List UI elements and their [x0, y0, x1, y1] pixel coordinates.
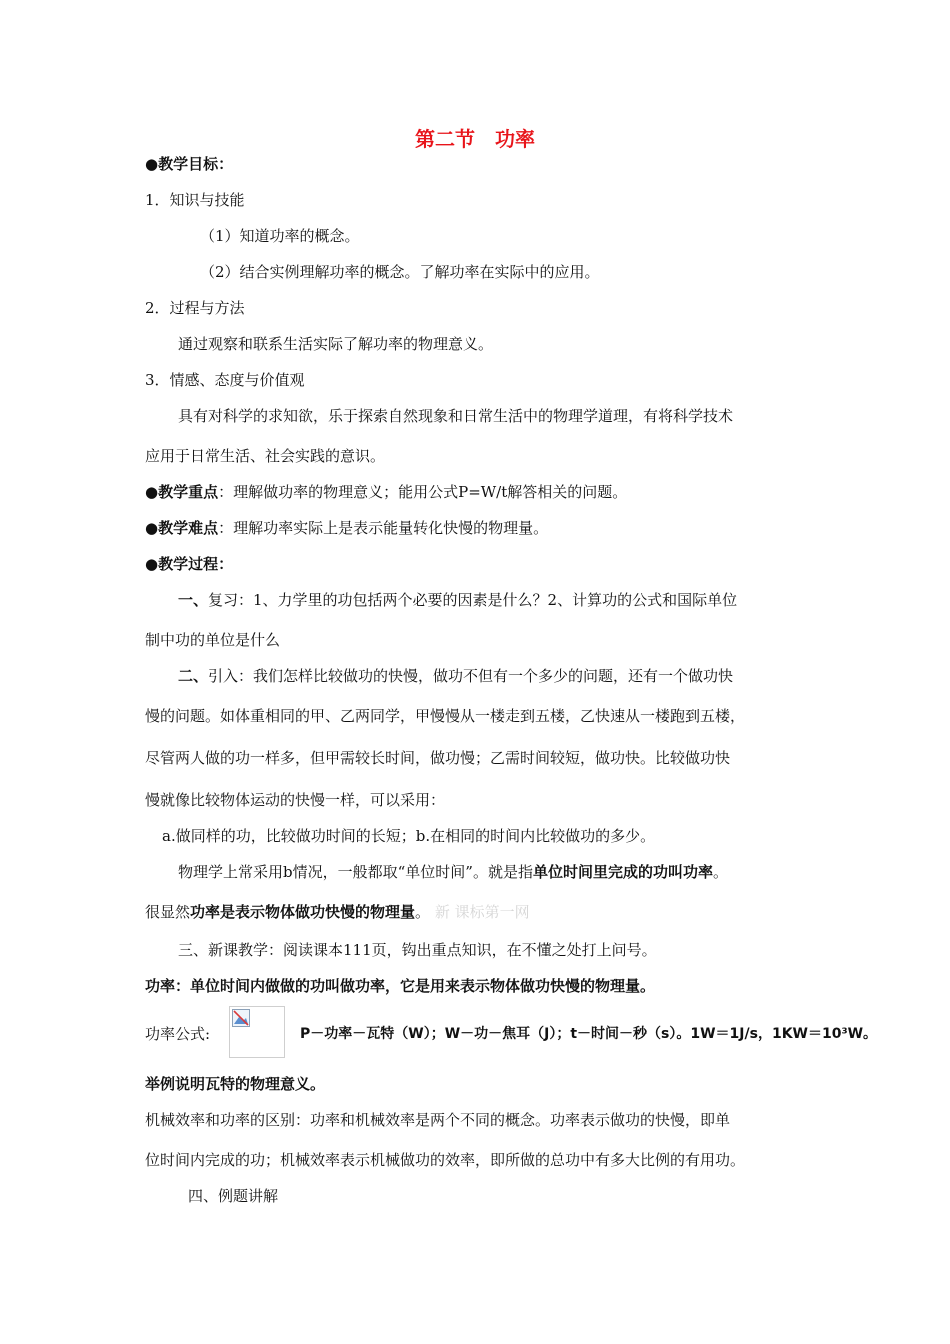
- obvious-post: 。: [415, 903, 431, 921]
- comparison-methods: a.做同样的功，比较做功时间的长短；b.在相同的时间内比较做功的多少。: [162, 827, 656, 845]
- intro-label: 二、: [178, 667, 209, 685]
- definition-line: [178, 862, 728, 882]
- focus-label: ●教学重点: [145, 483, 219, 501]
- difference-line-1: 机械效率和功率的区别：功率和机械效率是两个不同的概念。功率表示做功的快慢，即单: [145, 1111, 731, 1129]
- new-lesson-line: 三、新课教学：阅读课本111页，钩出重点知识，在不懂之处打上问号。: [178, 941, 657, 959]
- teaching-focus: [145, 482, 627, 502]
- watt-example: 举例说明瓦特的物理意义。: [145, 1075, 326, 1093]
- review-line-1: [178, 590, 737, 610]
- section-knowledge: 1．知识与技能: [145, 191, 245, 209]
- section-attitude: 3．情感、态度与价值观: [145, 371, 305, 389]
- examples-heading: 四、例题讲解: [188, 1187, 279, 1205]
- definition-post: 。: [712, 863, 728, 881]
- formula-text: P－功率－瓦特（W）；W－功－焦耳（J）；t－时间－秒（s）。1W＝1J/s，1KW＝10³W。: [300, 1026, 878, 1042]
- difference-line-2: 位时间内完成的功；机械效率表示机械做功的效率，即所做的总功中有多大比例的有用功。: [145, 1151, 746, 1169]
- obvious-bold: 功率是表示物体做功快慢的物理量: [190, 903, 416, 921]
- knowledge-item-1: （1）知道功率的概念。: [200, 227, 360, 245]
- obvious-pre: 很显然: [145, 903, 191, 921]
- attitude-text-2: 应用于日常生活、社会实践的意识。: [145, 447, 386, 465]
- definition-pre: 物理学上常采用b情况，一般都取“单位时间”。就是指: [178, 863, 533, 881]
- formula-image-placeholder: [229, 1006, 285, 1058]
- intro-line-3: 尽管两人做的功一样多，但甲需较长时间，做功慢；乙需时间较短，做功快。比较做功快: [145, 749, 731, 767]
- difficulty-text: ：理解功率实际上是表示能量转化快慢的物理量。: [218, 519, 549, 537]
- obvious-line: [145, 902, 530, 922]
- attitude-text-1: 具有对科学的求知欲，乐于探索自然现象和日常生活中的物理学道理，有将科学技术: [178, 407, 734, 425]
- watermark-text: 新 课标第一网: [434, 903, 530, 921]
- focus-text: ：理解做功率的物理意义；能用公式P=W/t解答相关的问题。: [218, 483, 628, 501]
- intro-line-2: 慢的问题。如体重相同的甲、乙两同学，甲慢慢从一楼走到五楼，乙快速从一楼跑到五楼，: [145, 707, 746, 725]
- process-method-text: 通过观察和联系生活实际了解功率的物理意义。: [178, 335, 494, 353]
- review-text-1: 复习：1、力学里的功包括两个必要的因素是什么？2、计算功的公式和国际单位: [208, 591, 738, 609]
- review-label: 一、: [178, 591, 209, 609]
- power-definition: 功率：单位时间内做做的功叫做功率，它是用来表示物体做功快慢的物理量。: [145, 977, 656, 995]
- page-title: 第二节 功率: [415, 127, 535, 151]
- intro-line-4: 慢就像比较物体运动的快慢一样，可以采用：: [145, 791, 446, 809]
- section-process-method: 2．过程与方法: [145, 299, 245, 317]
- knowledge-item-2: （2）结合实例理解功率的概念。了解功率在实际中的应用。: [200, 263, 600, 281]
- intro-text-1: 引入：我们怎样比较做功的快慢，做功不但有一个多少的问题，还有一个做功快: [208, 667, 734, 685]
- teaching-difficulty: [145, 518, 548, 538]
- broken-image-icon: [232, 1009, 250, 1027]
- process-heading: ●教学过程：: [145, 555, 234, 573]
- definition-bold: 单位时间里完成的功叫功率: [532, 863, 713, 881]
- review-line-2: 制中功的单位是什么: [145, 631, 281, 649]
- difficulty-label: ●教学难点: [145, 519, 219, 537]
- intro-line-1: [178, 666, 733, 686]
- goals-heading: ●教学目标：: [145, 155, 234, 173]
- formula-label: 功率公式:: [145, 1025, 211, 1043]
